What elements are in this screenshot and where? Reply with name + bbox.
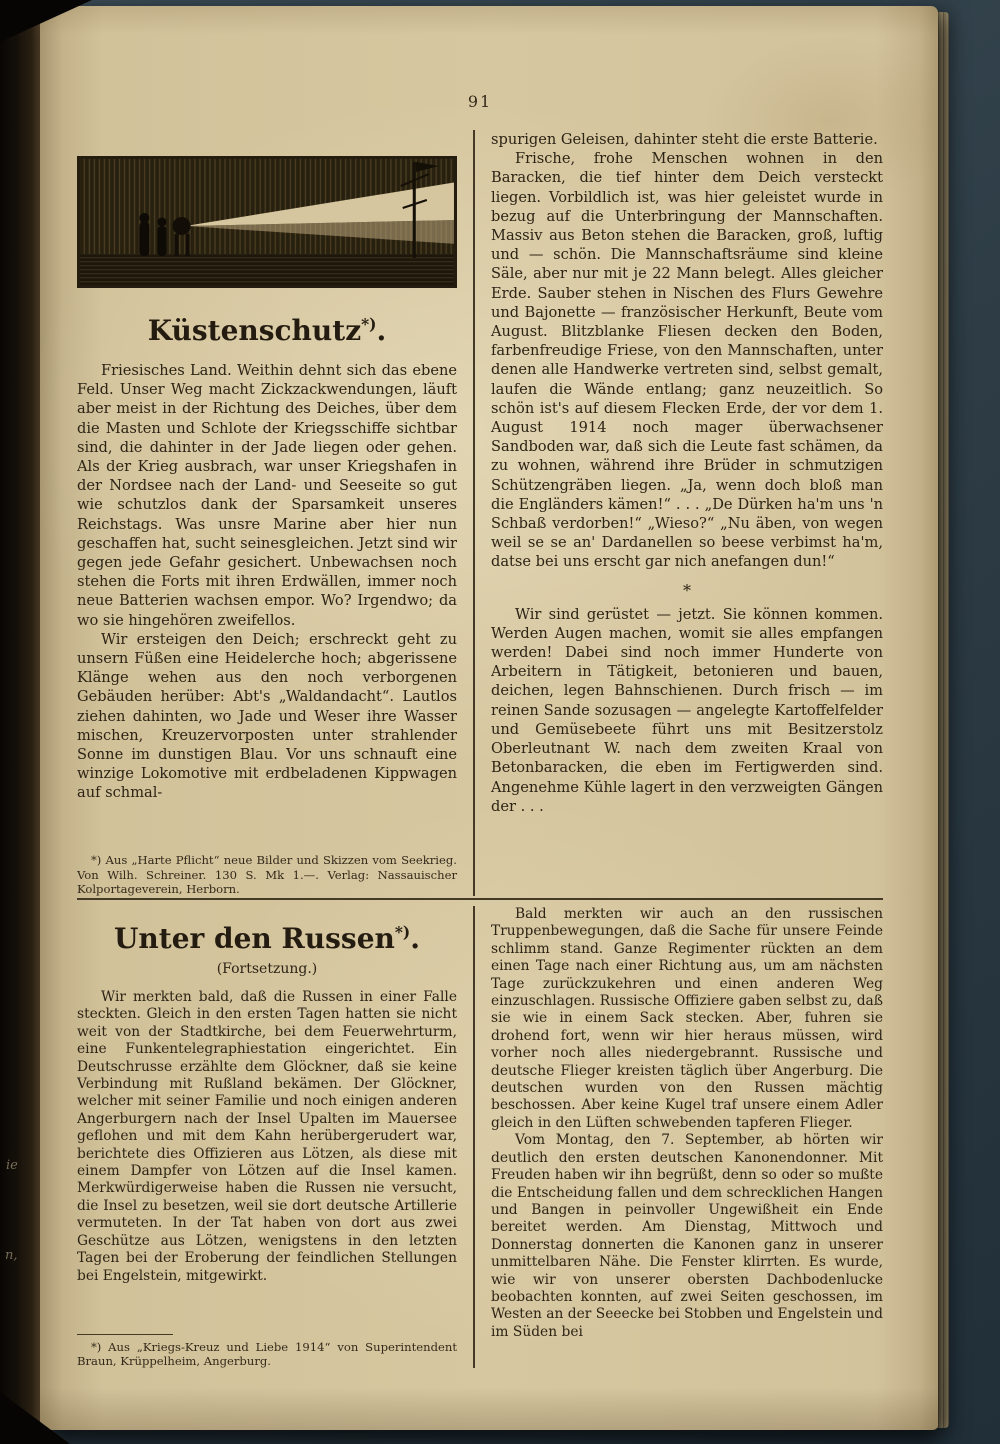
paragraph: Vom Montag, den 7. September, ab hörten wir deutlich den ersten deutschen Kanonendonner. Mit Freuden haben wir ihn begrüßt, denn so oder so mußte die Entscheidung fallen und dem schrecklichen Hangen und Bangen in peinvoller Ungewißheit ein Ende bereitet werden. Am Dienstag, Mittwoch und Donnerstag donnerten die Kanonen ganz in unserer unmittelbaren Nähe. Die Fenster klirrten. Es wurde, wie wir von unserer obersten Dachbodenlucke beobachten konnten, auf zwei Seiten geschossen, im Westen an der Seeecke bei Stobben und Engelstein und im Süden bei [491,1132,883,1340]
coastal-searchlight-illustration [77,156,457,288]
paragraph: Friesisches Land. Weithin dehnt sich das ebene Feld. Unser Weg macht Zickzackwendungen, läuft aber meist in der Richtung des Deiches, über dem die Masten und Schlote der Kriegsschiffe sichtbar sind, die dahinter in der Jade liegen oder gehen. Als der Krieg ausbrach, war unser Kriegshafen in der Nordsee nach der Land- und Seeseite so gut wie schutzlos dank der Sparsamkeit unseres Reichstags. Was unsre Marine aber hier nun geschaffen hat, sucht seinesgleichen. Jetzt sind wir gegen jede Gefahr gesichert. Unbewachsen noch stehen die Forts mit ihren Erdwällen, immer noch neue Batterien wachsen empor. Wo? Irgendwo; da wo sie hingehören zweifellos. [77,362,457,629]
title-text: Küstenschutz [147,314,362,347]
paragraph: Wir sind gerüstet — jetzt. Sie können kommen. Werden Augen machen, womit sie alles empfangen werden! Dabei sind noch immer Hunderte von Arbeitern in Tätigkeit, betonieren und bauen, deichen, legen Bahnschienen. Durch frisch — im reinen Sande sozusagen — angelegte Kartoffelfelder und Gemüsebeete führt uns mit Besitzerstolz Oberleutnant W. nach dem zweiten Kraal von Betonbaracken, die eben im Fertigwerden sind. Angenehme Kühle lagert in den verzweigten Gängen der . . . [491,605,883,815]
title-period: . [410,922,420,955]
footnote-kriegs-kreuz [77,1324,457,1368]
facing-page-bleed-text: n, [5,1248,18,1263]
searchlight-woodcut-graphic [77,156,457,288]
paragraph: spurigen Geleisen, dahinter steht die erste Batterie. [491,131,878,148]
section-break-star: * [683,580,691,600]
footnote-marker: *) [361,315,377,334]
footnote-marker: *) [394,923,411,942]
page-number: 91 [467,92,493,111]
book-binding [0,0,42,1444]
article-kuestenschutz [77,130,883,896]
article-title-kuestenschutz [77,314,457,347]
paragraph: Wir ersteigen den Deich; erschreckt geht zu unsern Füßen eine Heidelerche hoch; abgerissene Klänge wehen aus den noch verborgenen Gebäuden herüber: Abt's „Waldandacht“. Lautlos ziehen dahinten, wo Jade und Weser ihre Wasser mischen, Kreuzervorposten unter strahlender Sonne im dunstigen Blau. Vor uns schnauft eine winzige Lokomotive mit erdbeladenen Kippwagen auf schmal- [77,630,457,802]
bottom-right-column [473,906,883,1368]
footnote-rule [77,1334,173,1335]
article-divider-rule [77,898,883,900]
facing-page-bleed-text: ie [6,1158,18,1173]
paragraph: Bald merkten wir auch an den russischen Truppenbewegungen, daß die Sache für unsere Feinde schlimm stand. Ganze Regimenter rückten an dem einen Tage nach einer Richtung aus, um am nächsten Tage zurückzukehren und einen anderen Weg einzuschlagen. Russische Offiziere gaben selbst zu, daß sie wie in einem Sack stecken. Aber, fuhren sie drohend fort, wenn wir hier heraus müssen, wird vorher noch alles niedergebrannt. Russische und deutsche Flieger kreisten täglich über Angerburg. Die deutschen wurden von den Russen mächtig beschossen. Aber keine Kugel traf unsere einem Adler gleich in den Lüften schwebenden tapferen Flieger. [491,906,883,1131]
title-period: . [376,314,387,347]
paragraph: Wir merkten bald, daß die Russen in einer Falle steckten. Gleich in den ersten Tagen hatten sie nicht weit von der Stadtkirche, bei dem Feuerwehrturm, eine Funkentelegraphiestation eingerichtet. Ein Deutschrusse erzählte dem Glöckner, daß sie keine Verbindung mit Rußland bekämen. Der Glöckner, welcher mit seiner Familie und noch einigen anderen Angerburgern nach der Insel Upalten im Mauersee geflohen und mit dem Kahn herübergerudert war, berichtete dies Offizieren aus Lötzen, als diese mit einem Dampfer von Lötzen auf die Insel kamen. Merkwürdigerweise haben die Russen nie versucht, die Insel zu besetzen, weil sie dort deutsche Artillerie vermuteten. In der Tat haben von dort aus zwei Geschütze aus Lötzen, wenigstens in den letzten Tagen bei der Eroberung der feindlichen Stellungen bei Engelstein, mitgewirkt. [77,989,457,1284]
scanned-page [40,6,938,1430]
paragraph: Frische, frohe Menschen wohnen in den Baracken, die tief hinter dem Deich versteckt liegen. Vorbildlich ist, was hier geleistet wurde in bezug auf die Unterbringung der Mannschaften. Massiv aus Beton stehen die Baracken, groß, luftig und — schön. Die Mannschaftsräume sind kleine Säle, aber nur mit je 22 Mann belegt. Alles gleicher Erde. Sauber stehen in Nischen des Flurs Gewehre und Bajonette — französischer Herkunft, Beute vom August. Blitzblanke Fliesen decken den Boden, farbenfreudige Friese, von den Mannschaften, unter denen alle Handwerke vertreten sind, selbst gemalt, laufen die Wände entlang; ganz neuzeitlich. So schön ist's auf diesem Flecken Erde, der vor dem 1. August 1914 noch mager überwachsener Sandboden war, daß sich die Leute fast schämen, da zu wohnen, während ihre Brüder in schmutzigen Schützengräben liegen. „Ja, wenn doch bloß man die Engländers kämen!“ . . . „De Dürken ha'm uns 'n Schbaß verdorben!“ „Wieso?“ „Nu äben, von wegen weil se se an' Dardanellen so beese verbimst ha'm, datse bei uns erscht gar nich anefangen dun!“ [491,150,883,571]
top-right-column [473,130,883,896]
article-subtitle: (Fortsetzung.) [216,961,318,977]
top-left-column [77,130,473,896]
title-text: Unter den Russen [114,922,395,955]
footnote-text: *) Aus „Kriegs-Kreuz und Liebe 1914“ von Superintendent Braun, Krüppelheim, Angerburg. [77,1339,457,1368]
article-title-unter-den-russen [77,922,457,955]
bottom-left-column [77,906,473,1368]
article-unter-den-russen [77,906,883,1368]
footnote-harte-pflicht: *) Aus „Harte Pflicht“ neue Bilder und Skizzen vom Seekrieg. Von Wilh. Schreiner. 130 S. Mk 1.—. Verlag: Nassauischer Kolportageverein, Herborn. [77,853,457,896]
